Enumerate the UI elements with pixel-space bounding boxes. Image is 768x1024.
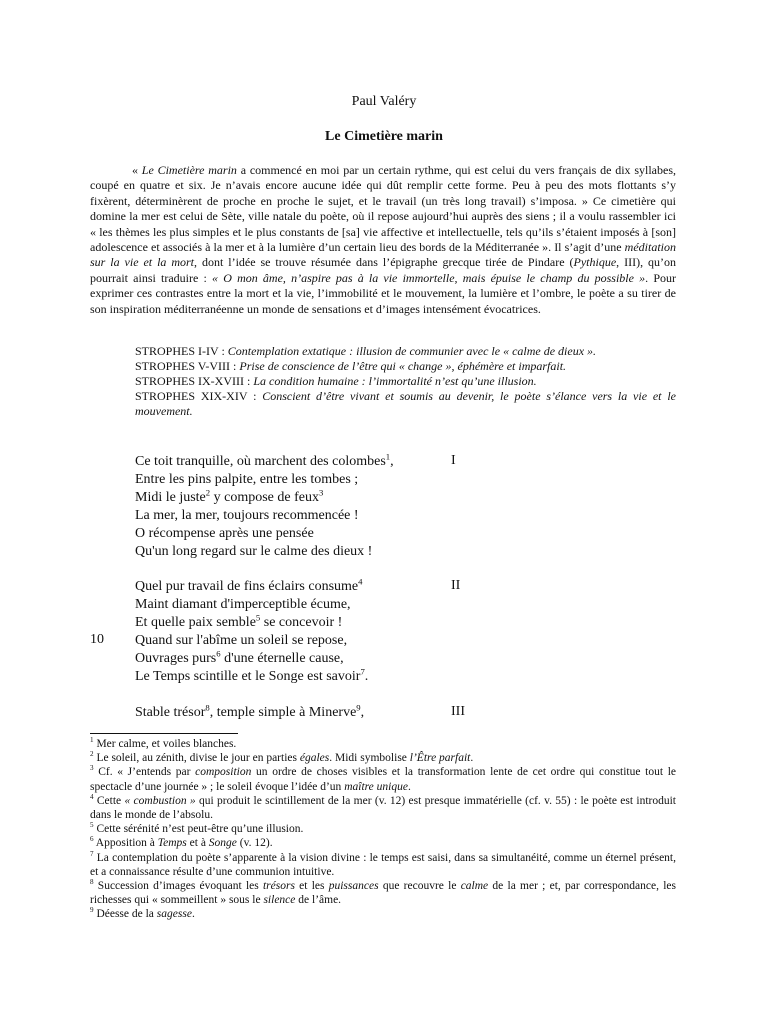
strophe-entry: [135, 344, 676, 359]
footnote-ref[interactable]: 1: [385, 451, 391, 462]
verse-line: Quand sur l'abîme un soleil se repose,: [135, 633, 348, 648]
footnote-text: de la mer ; et, par correspondance, les richesses qui « sommeillent » sous le: [90, 880, 676, 907]
footnote-text: Apposition à: [93, 837, 158, 850]
verse-line: Entre les pins palpite, entre les tombes ;: [135, 472, 359, 487]
footnote-ref[interactable]: 8: [205, 702, 210, 713]
footnote-text: Le soleil, au zénith, divise le jour en parties: [93, 752, 300, 765]
author-name: Paul Valéry: [351, 94, 417, 109]
footnote-ref[interactable]: 9: [356, 702, 361, 713]
verse-text: Quel pur travail de fins éclairs consume: [135, 579, 359, 594]
footnote-text: de l’âme.: [295, 894, 342, 907]
footnote-3: [90, 765, 676, 793]
verse-text: Et quelle paix semble: [135, 615, 256, 630]
footnote-number: 2: [90, 750, 94, 759]
verse-line: O récompense après une pensée: [135, 526, 314, 541]
footnote-4: [90, 794, 676, 822]
footnote-text: Cette sérénité n’est peut-être qu’une illusion.: [93, 823, 304, 836]
footnote-text: Déesse de la: [93, 908, 157, 921]
footnote-number: 9: [90, 906, 94, 915]
strophe-description: La condition humaine : l’immortalité n’est qu’une illusion.: [253, 374, 537, 388]
intro-epigraph: « O mon âme, n’aspire pas à la vie immortelle, mais épuise le champ du possible »: [212, 270, 646, 285]
verse-text: ,: [360, 705, 365, 720]
strophes-outline: [135, 344, 676, 419]
footnote-text: .: [407, 780, 411, 793]
strophe-description: Contemplation extatique : illusion de communier avec le « calme de dieux ».: [227, 344, 597, 358]
footnote-emphasis: maître unique: [344, 780, 408, 793]
strophe-description: Prise de conscience de l’être qui « change », éphémère et imparfait.: [239, 359, 567, 373]
footnote-number: 6: [90, 835, 94, 844]
footnote-text: que recouvre le: [378, 880, 461, 893]
intro-meditation: méditation sur la vie et la mort: [90, 240, 676, 270]
intro-text-4: . Pour exprimer ces contrastes entre la mort et la vie, l’immobilité et le mouvement, la lumière et l’ombre, le poète a su tirer de son inspiration méditerranéenne un monde de sensations et d’images intensément évocatrices.: [90, 270, 677, 316]
intro-work-title: Le Cimetière marin: [141, 163, 237, 177]
strophe-label: STROPHES XIX-XIV :: [135, 389, 263, 403]
footnote-8: [90, 879, 676, 907]
footnote-6: [90, 836, 676, 850]
verse-line: [135, 453, 535, 471]
footnote-ref[interactable]: 3: [318, 487, 324, 498]
footnote-ref[interactable]: 7: [360, 666, 365, 677]
footnote-text: Succession d’images évoquant les: [93, 880, 263, 893]
footnote-emphasis: puissances: [328, 880, 379, 893]
footnote-number: 3: [90, 764, 94, 773]
footnote-emphasis: sagesse: [156, 908, 192, 921]
verse-text: Ce toit tranquille, où marchent des colombes: [135, 454, 386, 469]
footnote-text: . Midi symbolise: [329, 752, 410, 765]
verse-line: [135, 614, 535, 632]
intro-pythique: Pythique: [573, 255, 617, 270]
verse-line: [135, 578, 535, 596]
footnote-text: .: [191, 908, 195, 921]
footnote-text: .: [470, 752, 474, 765]
verse-text: Midi le juste: [135, 490, 206, 505]
verse-text: se concevoir !: [260, 615, 343, 630]
footnote-5: [90, 822, 676, 836]
strophe-label: STROPHES I-IV :: [135, 344, 228, 358]
verse-text: Stable trésor: [135, 705, 206, 720]
verse-text: Le Temps scintille et le Songe est savoir: [135, 669, 361, 684]
verse-text: Ouvrages purs: [135, 651, 217, 666]
poem-title: Le Cimetière marin: [325, 129, 443, 144]
footnote-emphasis: composition: [195, 766, 252, 779]
footnote-number: 1: [90, 736, 94, 745]
footnote-text: Cette: [93, 794, 125, 807]
footnote-9: [90, 907, 676, 921]
verse-line: [135, 489, 535, 507]
verse-line: La mer, la mer, toujours recommencée !: [135, 508, 359, 523]
footnote-text: Mer calme, et voiles blanches.: [93, 738, 237, 750]
strophe-entry: [135, 389, 676, 419]
strophe-entry: [135, 359, 676, 374]
intro-text-1: a commencé en moi par un certain rythme, qui est celui du vers français de dix syllabes, coupé en quatre et six. Je n’avais encore aucune idée qui dût remplir cette forme. Peu à peu des mots flottants s’y fixèrent, déterminèrent de proche en proche le sujet, et le travail (un très long travail) s’imposa. » Ce cimetière qui domine la mer est celui de Sète, ville natale du poète, où il repose aujourd’hui auprès des siens ; il a voulu rassembler ici « les thèmes les plus simples et le plus constants de [sa] vie affective et intellectuelle, tels qu’ils s’étaient imposés à [son] adolescence et associés à la mer et à la lumière d’un certain lieu des bords de la Méditerranée ». Il s’agit d’une: [90, 163, 676, 255]
strophe-label: STROPHES V-VIII :: [135, 359, 240, 373]
intro-text-2: , dont l’idée se trouve résumée dans l’épigraphe grecque tirée de Pindare (: [194, 255, 574, 270]
verse-text: d'une éternelle cause,: [220, 651, 344, 666]
footnotes: [90, 737, 676, 922]
footnote-emphasis: « combustion »: [124, 794, 196, 807]
footnote-number: 4: [90, 792, 94, 801]
footnote-text: et à: [186, 837, 209, 850]
verse-text: ,: [390, 454, 394, 469]
footnote-2: [90, 751, 676, 765]
footnote-number: 5: [90, 821, 94, 830]
stanza-number: III: [451, 704, 465, 719]
footnote-emphasis: silence: [263, 894, 296, 907]
footnote-1: [90, 737, 676, 751]
verse-text: .: [364, 669, 369, 684]
footnote-number: 8: [90, 878, 94, 887]
strophe-entry: [135, 374, 676, 389]
footnote-text: Cf. « J’entends par: [93, 766, 196, 779]
verse-line: [135, 650, 535, 668]
stanza-1: [135, 453, 535, 561]
stanza-3: [135, 704, 535, 722]
verse-line: [135, 704, 535, 722]
footnote-number: 7: [90, 849, 94, 858]
footnote-separator: [90, 733, 238, 734]
footnote-emphasis: Songe: [208, 837, 237, 850]
stanza-number: I: [451, 453, 456, 468]
footnote-ref[interactable]: 2: [205, 487, 211, 498]
stanza-2: [135, 578, 535, 686]
stanza-number: II: [451, 578, 461, 593]
footnote-text: La contemplation du poète s’apparente à la vision divine : le temps est saisi, dans sa simultanéité, comme un éternel présent, et a connaissance résulte d’une communion intuitive.: [90, 851, 676, 878]
verse-line-number: 10: [90, 632, 104, 647]
verse-line: Maint diamant d'imperceptible écume,: [135, 597, 351, 612]
intro-text-3: , III), qu’on pourrait ainsi traduire :: [90, 255, 677, 285]
intro-indent: [90, 163, 132, 177]
verse-text: y compose de feux: [210, 490, 319, 505]
intro-quote-mark: «: [132, 163, 142, 177]
footnote-text: qui produit le scintillement de la mer (v. 12) est presque immatérielle (cf. v. 55) : le poète est introduit dans le monde de l’absolu.: [90, 794, 677, 822]
footnote-emphasis: calme: [460, 880, 489, 893]
footnote-emphasis: l’Être parfait: [409, 752, 471, 765]
verse-line: [135, 668, 535, 686]
footnote-emphasis: égales: [299, 752, 330, 765]
verse-text: , temple simple à Minerve: [209, 705, 357, 720]
strophe-label: STROPHES IX-XVIII :: [135, 374, 254, 388]
footnote-emphasis: Temps: [157, 837, 187, 850]
footnote-emphasis: trésors: [262, 880, 295, 893]
footnote-ref[interactable]: 6: [216, 648, 221, 659]
footnote-ref[interactable]: 5: [255, 612, 261, 623]
intro-paragraph: [90, 163, 676, 317]
footnote-text: (v. 12).: [236, 837, 273, 850]
footnote-ref[interactable]: 4: [358, 576, 363, 587]
strophe-description: Conscient d’être vivant et soumis au devenir, le poète s’élance vers la vie et le mouvement.: [135, 389, 676, 418]
footnote-7: [90, 851, 676, 879]
verse-line: Qu'un long regard sur le calme des dieux !: [135, 544, 373, 559]
footnote-text: et les: [294, 880, 329, 893]
footnote-text: un ordre de choses visibles et la transformation lente de cet ordre qui constitue tout le spectacle d’une journée » ; le soleil évoque l’idée d’un: [90, 766, 676, 793]
